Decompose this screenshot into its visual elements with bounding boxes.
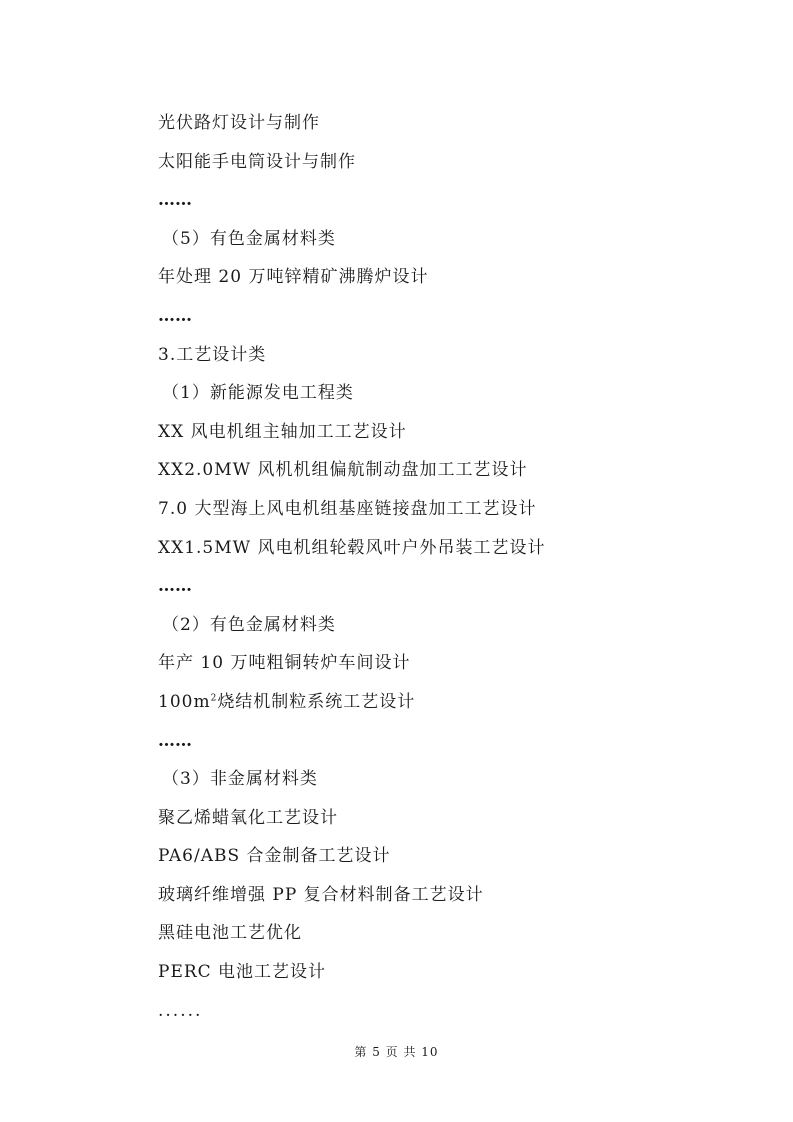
section-subheading: （3）非金属材料类 [162,769,318,790]
list-item: 太阳能手电筒设计与制作 [158,151,356,172]
list-item: 年处理 20 万吨锌精矿沸腾炉设计 [158,267,429,288]
superscript: 2 [210,693,218,704]
list-item [158,683,718,722]
list-item: PERC 电池工艺设计 [158,962,327,983]
document-body [158,104,718,1030]
list-item-text: 100m [158,691,211,712]
ellipsis-line: …… [158,190,192,211]
ellipsis-line: …… [158,730,192,751]
list-item: 7.0 大型海上风电机组基座链接盘加工工艺设计 [158,498,537,519]
list-item: XX1.5MW 风电机组轮毂风叶户外吊装工艺设计 [158,537,546,558]
list-item: 玻璃纤维增强 PP 复合材料制备工艺设计 [158,884,484,905]
list-item: 年产 10 万吨粗铜转炉车间设计 [158,653,411,674]
section-subheading: （5）有色金属材料类 [162,228,336,249]
section-subheading: （2）有色金属材料类 [162,614,336,635]
list-item: XX2.0MW 风机机组偏航制动盘加工工艺设计 [158,460,528,481]
list-item: XX 风电机组主轴加工工艺设计 [158,421,407,442]
list-item-text: 烧结机制粒系统工艺设计 [217,691,416,712]
list-item: 聚乙烯蜡氧化工艺设计 [158,807,338,828]
page-footer: 第 5 页 共 10 [354,1045,439,1059]
list-item: 光伏路灯设计与制作 [158,113,320,133]
ellipsis-line: ...... [158,1000,203,1021]
ellipsis-line: …… [158,576,192,597]
ellipsis-line: …… [158,305,192,326]
list-item: 黑硅电池工艺优化 [158,923,302,944]
section-heading: 3.工艺设计类 [158,344,267,365]
section-subheading: （1）新能源发电工程类 [162,383,354,404]
list-item: PA6/ABS 合金制备工艺设计 [158,846,391,867]
